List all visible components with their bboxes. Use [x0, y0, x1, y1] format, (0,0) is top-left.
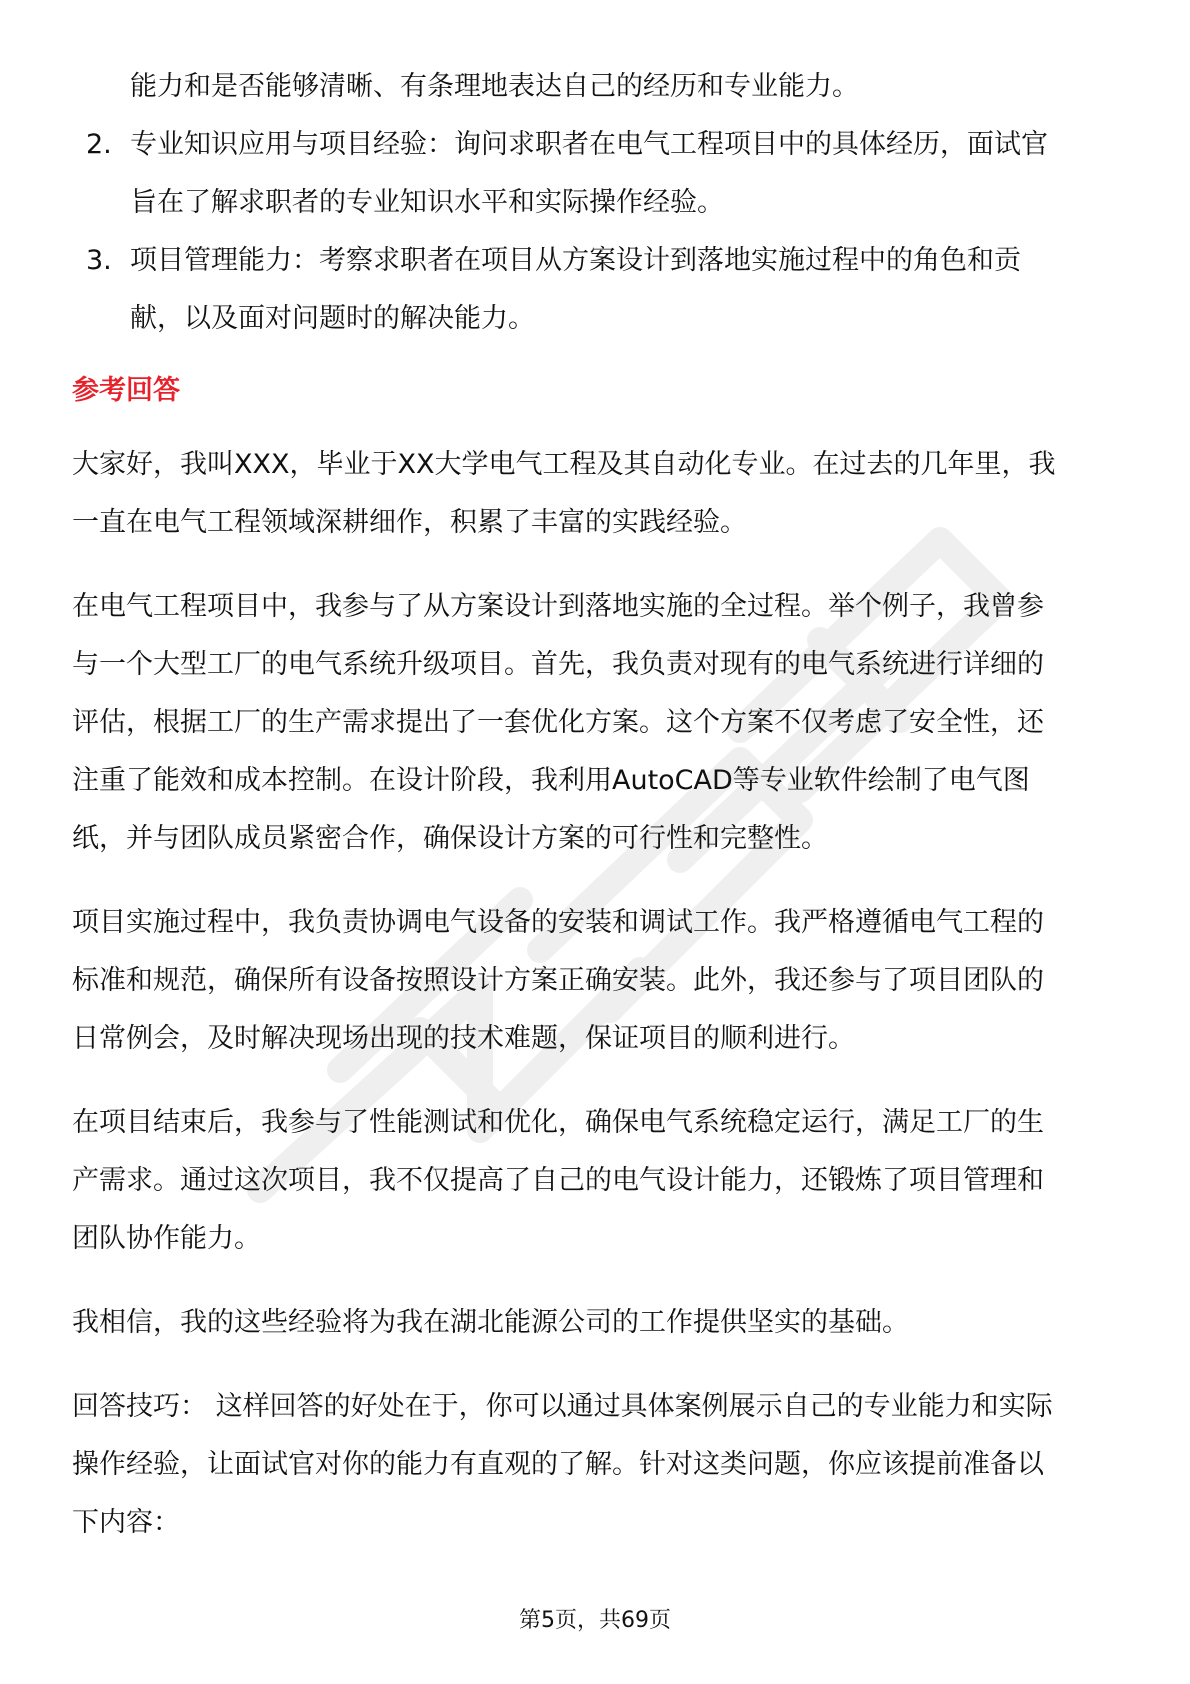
list-item-line: 专业知识应用与项目经验：询问求职者在电气工程项目中的具体经历，面试官 — [130, 129, 1048, 160]
paragraph-line: 日常例会，及时解决现场出现的技术难题，保证项目的顺利进行。 — [72, 1023, 855, 1054]
paragraph — [72, 436, 1122, 552]
paragraph-line: 纸，并与团队成员紧密合作，确保设计方案的可行性和完整性。 — [72, 823, 828, 854]
paragraph — [72, 1094, 1122, 1268]
list-item-line: 项目管理能力：考察求职者在项目从方案设计到落地实施过程中的角色和贡 — [130, 245, 1021, 276]
paragraph-line: 评估，根据工厂的生产需求提出了一套优化方案。这个方案不仅考虑了安全性，还 — [72, 707, 1044, 738]
list-item-line: 旨在了解求职者的专业知识水平和实际操作经验。 — [130, 187, 724, 218]
paragraph-line: 操作经验，让面试官对你的能力有直观的了解。针对这类问题，你应该提前准备以 — [72, 1449, 1044, 1480]
paragraph-line: 与一个大型工厂的电气系统升级项目。首先，我负责对现有的电气系统进行详细的 — [72, 649, 1044, 680]
paragraph-line: 我相信，我的这些经验将为我在湖北能源公司的工作提供坚实的基础。 — [72, 1307, 909, 1338]
paragraph-line: 团队协作能力。 — [72, 1223, 261, 1254]
paragraph-line: 在项目结束后，我参与了性能测试和优化，确保电气系统稳定运行，满足工厂的生 — [72, 1107, 1044, 1138]
paragraph — [72, 894, 1122, 1068]
document-content — [72, 58, 1122, 1552]
list-item — [72, 116, 1122, 232]
paragraph-line: 一直在电气工程领域深耕细作，积累了丰富的实践经验。 — [72, 507, 747, 538]
list-item — [72, 232, 1122, 348]
paragraph-line: 回答技巧： 这样回答的好处在于，你可以通过具体案例展示自己的专业能力和实际 — [72, 1391, 1053, 1422]
paragraph-line: 大家好，我叫XXX，毕业于XX大学电气工程及其自动化专业。在过去的几年里，我 — [72, 449, 1056, 480]
paragraph-line: 标准和规范，确保所有设备按照设计方案正确安装。此外，我还参与了项目团队的 — [72, 965, 1044, 996]
paragraph-line: 项目实施过程中，我负责协调电气设备的安装和调试工作。我严格遵循电气工程的 — [72, 907, 1044, 938]
answer-tips-paragraph — [72, 1378, 1122, 1552]
paragraph — [72, 578, 1122, 868]
paragraph-line: 在电气工程项目中，我参与了从方案设计到落地实施的全过程。举个例子，我曾参 — [72, 591, 1044, 622]
list-continuation: 能力和是否能够清晰、有条理地表达自己的经历和专业能力。 — [130, 71, 859, 102]
paragraph — [72, 1294, 1122, 1352]
paragraph-line: 下内容： — [72, 1507, 180, 1538]
criteria-list — [72, 116, 1122, 348]
section-title: 参考回答 — [72, 375, 180, 406]
paragraph-line: 注重了能效和成本控制。在设计阶段，我利用AutoCAD等专业软件绘制了电气图 — [72, 765, 1030, 796]
page-number-footer: 第5页，共69页 — [519, 1608, 671, 1633]
list-number: 3. — [86, 245, 112, 276]
list-item-line: 献，以及面对问题时的解决能力。 — [130, 303, 535, 334]
paragraph-line: 产需求。通过这次项目，我不仅提高了自己的电气设计能力，还锻炼了项目管理和 — [72, 1165, 1044, 1196]
list-number: 2. — [86, 129, 112, 160]
